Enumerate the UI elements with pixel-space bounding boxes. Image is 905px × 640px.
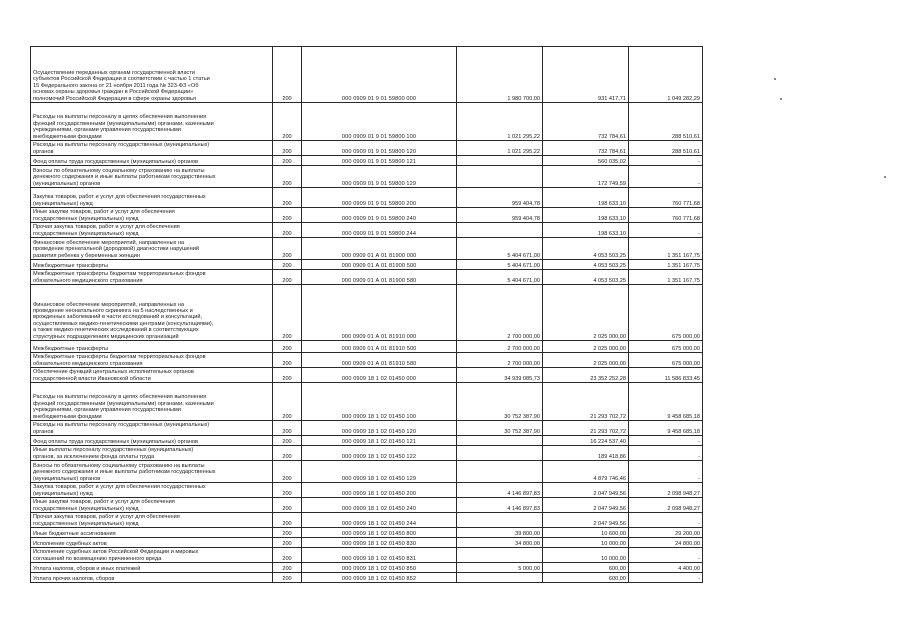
row-name: Финансовое обеспечение мероприятий, направленных на проведение пренатальной (дородовой) диагностики нарушений развития ребенка у беременных женщин — [31, 238, 273, 260]
budget-sheet — [30, 46, 702, 583]
row-approved-amount: 30 752 387,90 — [457, 421, 543, 436]
table-row — [31, 573, 703, 583]
row-approved-amount: 2 700 000,00 — [457, 353, 543, 368]
row-name: Иные выплаты персоналу государственных (муниципальных) органов, за исключением фонда оплаты труда — [31, 446, 273, 461]
row-code: 200 — [273, 498, 302, 513]
row-executed-amount: 4 053 503,25 — [543, 270, 629, 285]
row-code: 200 — [273, 188, 302, 208]
row-approved-amount: 1 021 295,22 — [457, 141, 543, 156]
row-kbk: 000 0909 18 1 02 01450 100 — [302, 383, 457, 421]
row-unexecuted-amount: 2 098 948,27 — [629, 483, 703, 498]
table-row — [31, 383, 703, 421]
row-executed-amount: 198 633,10 — [543, 223, 629, 238]
row-executed-amount: 10 000,00 — [543, 548, 629, 563]
row-approved-amount: 959 404,78 — [457, 188, 543, 208]
row-name: Закупка товаров, работ и услуг для обеспечения государственных (муниципальных) нужд — [31, 483, 273, 498]
row-executed-amount: 189 418,86 — [543, 446, 629, 461]
table-row — [31, 341, 703, 353]
row-name: Уплата прочих налогов, сборов — [31, 573, 273, 583]
row-executed-amount: 600,00 — [543, 563, 629, 573]
row-kbk: 000 0909 01 9 01 59800 200 — [302, 188, 457, 208]
row-code: 200 — [273, 223, 302, 238]
row-name: Уплата налогов, сборов и иных платежей — [31, 563, 273, 573]
row-name: Исполнение судебных актов — [31, 538, 273, 548]
row-name: Взносы по обязательному социальному страхованию на выплаты денежного содержания и иные выплаты работникам государственных (муниципальных) органов — [31, 166, 273, 188]
row-executed-amount: 23 352 252,28 — [543, 368, 629, 383]
row-approved-amount — [457, 446, 543, 461]
row-kbk: 000 0909 01 9 01 59800 240 — [302, 208, 457, 223]
row-kbk: 000 0909 18 1 02 01450 200 — [302, 483, 457, 498]
row-executed-amount: 2 025 000,00 — [543, 285, 629, 341]
row-kbk: 000 0909 18 1 02 01450 800 — [302, 528, 457, 538]
table-row — [31, 498, 703, 513]
row-unexecuted-amount: 4 400,00 — [629, 563, 703, 573]
row-kbk: 000 0909 18 1 02 01450 122 — [302, 446, 457, 461]
row-unexecuted-amount: 675 000,00 — [629, 285, 703, 341]
row-approved-amount: 39 800,00 — [457, 528, 543, 538]
row-executed-amount: 16 224 537,40 — [543, 436, 629, 446]
row-kbk: 000 0909 18 1 02 01450 120 — [302, 421, 457, 436]
row-code: 200 — [273, 573, 302, 583]
table-row — [31, 270, 703, 285]
table-row — [31, 446, 703, 461]
row-code: 200 — [273, 156, 302, 166]
table-row — [31, 368, 703, 383]
row-executed-amount: 732 784,61 — [543, 103, 629, 141]
row-approved-amount: 5 404 671,00 — [457, 238, 543, 260]
row-approved-amount: 30 752 387,90 — [457, 383, 543, 421]
row-kbk: 000 0909 01 9 01 59800 129 — [302, 166, 457, 188]
row-name: Фонд оплаты труда государственных (муниципальных) органов — [31, 436, 273, 446]
row-unexecuted-amount: 1 351 167,75 — [629, 238, 703, 260]
row-approved-amount: 959 404,78 — [457, 208, 543, 223]
table-row — [31, 483, 703, 498]
row-unexecuted-amount: 1 351 167,75 — [629, 270, 703, 285]
row-code: 200 — [273, 513, 302, 528]
row-name: Исполнение судебных актов Российской Федерации и мировых соглашений по возмещению причиненного вреда — [31, 548, 273, 563]
table-row — [31, 103, 703, 141]
row-approved-amount: 1 980 700,00 — [457, 47, 543, 103]
row-unexecuted-amount: 760 771,68 — [629, 208, 703, 223]
row-unexecuted-amount: - — [629, 548, 703, 563]
row-name: Прочая закупка товаров, работ и услуг для обеспечения государственных (муниципальных) нужд — [31, 513, 273, 528]
row-code: 200 — [273, 103, 302, 141]
row-kbk: 000 0909 01 А 01 81900 000 — [302, 238, 457, 260]
row-executed-amount: 198 633,10 — [543, 188, 629, 208]
row-code: 200 — [273, 238, 302, 260]
row-kbk: 000 0909 18 1 02 01450 831 — [302, 548, 457, 563]
table-row — [31, 141, 703, 156]
row-executed-amount: 2 047 949,56 — [543, 513, 629, 528]
row-code: 200 — [273, 260, 302, 270]
row-unexecuted-amount: 9 458 685,18 — [629, 383, 703, 421]
row-kbk: 000 0909 18 1 02 01450 121 — [302, 436, 457, 446]
row-executed-amount: 560 035,02 — [543, 156, 629, 166]
row-approved-amount — [457, 166, 543, 188]
row-executed-amount: 4 879 746,46 — [543, 461, 629, 483]
row-executed-amount: 21 293 702,72 — [543, 383, 629, 421]
row-kbk: 000 0909 18 1 02 01450 000 — [302, 368, 457, 383]
row-name: Межбюджетные трансферты — [31, 260, 273, 270]
row-code: 200 — [273, 166, 302, 188]
row-unexecuted-amount: 760 771,68 — [629, 188, 703, 208]
row-executed-amount: 931 417,71 — [543, 47, 629, 103]
row-unexecuted-amount: - — [629, 446, 703, 461]
row-approved-amount: 4 146 897,83 — [457, 483, 543, 498]
row-code: 200 — [273, 548, 302, 563]
row-executed-amount: 2 047 949,56 — [543, 498, 629, 513]
row-unexecuted-amount: 29 200,00 — [629, 528, 703, 538]
table-row — [31, 528, 703, 538]
budget-table — [30, 46, 703, 583]
row-unexecuted-amount: 1 351 167,75 — [629, 260, 703, 270]
row-unexecuted-amount: 288 510,61 — [629, 103, 703, 141]
table-row — [31, 223, 703, 238]
row-executed-amount: 172 749,59 — [543, 166, 629, 188]
row-kbk: 000 0909 18 1 02 01450 244 — [302, 513, 457, 528]
row-code: 200 — [273, 446, 302, 461]
row-code: 200 — [273, 368, 302, 383]
row-name: Межбюджетные трансферты — [31, 341, 273, 353]
row-approved-amount — [457, 548, 543, 563]
row-kbk: 000 0909 01 А 01 81900 580 — [302, 270, 457, 285]
row-name: Иные бюджетные ассигнования — [31, 528, 273, 538]
row-unexecuted-amount: 24 800,00 — [629, 538, 703, 548]
row-code: 200 — [273, 483, 302, 498]
row-name: Расходы на выплаты персоналу государственных (муниципальных) органов — [31, 421, 273, 436]
row-kbk: 000 0909 01 9 01 59800 000 — [302, 47, 457, 103]
row-approved-amount — [457, 436, 543, 446]
table-row — [31, 538, 703, 548]
table-row — [31, 238, 703, 260]
row-code: 200 — [273, 421, 302, 436]
row-unexecuted-amount: 675 000,00 — [629, 341, 703, 353]
table-row — [31, 188, 703, 208]
row-executed-amount: 2 047 949,56 — [543, 483, 629, 498]
row-kbk: 000 0909 18 1 02 01450 240 — [302, 498, 457, 513]
row-code: 200 — [273, 461, 302, 483]
table-row — [31, 513, 703, 528]
row-code: 200 — [273, 353, 302, 368]
row-executed-amount: 600,00 — [543, 573, 629, 583]
table-row — [31, 563, 703, 573]
row-unexecuted-amount: - — [629, 513, 703, 528]
row-approved-amount: 2 700 000,00 — [457, 341, 543, 353]
row-unexecuted-amount: - — [629, 573, 703, 583]
row-name: Фонд оплаты труда государственных (муниципальных) органов — [31, 156, 273, 166]
row-kbk: 000 0909 01 9 01 59800 100 — [302, 103, 457, 141]
row-executed-amount: 4 053 503,25 — [543, 238, 629, 260]
table-row — [31, 166, 703, 188]
row-approved-amount — [457, 513, 543, 528]
row-name: Финансовое обеспечение мероприятий, направленных на проведение неонатального скрининга на 5 наследственных и врожденных заболеваний в части исследований и консультаций, осуществляемых медико-генетическими центрами (консультациями), а также медико-генетических исследований в соответствующих структурных подразделениях медицинских организаций — [31, 285, 273, 341]
table-row — [31, 156, 703, 166]
table-row — [31, 436, 703, 446]
row-approved-amount: 5 404 671,00 — [457, 260, 543, 270]
row-unexecuted-amount: 288 510,61 — [629, 141, 703, 156]
row-approved-amount — [457, 156, 543, 166]
row-approved-amount: 5 404 671,00 — [457, 270, 543, 285]
row-code: 200 — [273, 436, 302, 446]
table-row — [31, 461, 703, 483]
row-name: Закупка товаров, работ и услуг для обеспечения государственных (муниципальных) нужд — [31, 188, 273, 208]
row-unexecuted-amount: - — [629, 156, 703, 166]
row-code: 200 — [273, 47, 302, 103]
row-executed-amount: 732 784,61 — [543, 141, 629, 156]
row-unexecuted-amount: 675 000,00 — [629, 353, 703, 368]
table-row — [31, 353, 703, 368]
row-kbk: 000 0909 01 А 01 81910 500 — [302, 341, 457, 353]
row-executed-amount: 2 025 000,00 — [543, 353, 629, 368]
row-kbk: 000 0909 18 1 02 01450 830 — [302, 538, 457, 548]
row-name: Иные закупки товаров, работ и услуг для обеспечения государственных (муниципальных) нужд — [31, 498, 273, 513]
row-unexecuted-amount: 1 049 282,29 — [629, 47, 703, 103]
row-code: 200 — [273, 563, 302, 573]
row-name: Межбюджетные трансферты бюджетам территориальных фондов обязательного медицинского страхования — [31, 270, 273, 285]
row-unexecuted-amount: 9 458 685,18 — [629, 421, 703, 436]
row-code: 200 — [273, 285, 302, 341]
row-code: 200 — [273, 341, 302, 353]
table-row — [31, 47, 703, 103]
row-kbk: 000 0909 01 9 01 59800 120 — [302, 141, 457, 156]
row-kbk: 000 0909 18 1 02 01450 850 — [302, 563, 457, 573]
row-approved-amount — [457, 223, 543, 238]
row-approved-amount: 34 939 085,73 — [457, 368, 543, 383]
row-approved-amount: 1 021 295,22 — [457, 103, 543, 141]
row-kbk: 000 0909 01 А 01 81910 000 — [302, 285, 457, 341]
row-code: 200 — [273, 528, 302, 538]
row-executed-amount: 4 053 503,25 — [543, 260, 629, 270]
row-unexecuted-amount: 11 586 833,45 — [629, 368, 703, 383]
row-name: Осуществление переданных органам государственной власти субъектов Российской Федерации в соответствии с частью 1 статьи 15 Федерального закона от 21 ноября 2011 года № 323-ФЗ «Об основах охраны здоровья граждан в Российской Федерации» полномочий Российской Федерации в сфере охраны здоровья — [31, 47, 273, 103]
row-approved-amount — [457, 461, 543, 483]
row-code: 200 — [273, 141, 302, 156]
row-kbk: 000 0909 01 9 01 59800 244 — [302, 223, 457, 238]
row-kbk: 000 0909 18 1 02 01450 129 — [302, 461, 457, 483]
row-name: Взносы по обязательному социальному страхованию на выплаты денежного содержания и иные выплаты работникам государственных (муниципальных) органов — [31, 461, 273, 483]
row-name: Расходы на выплаты персоналу в целях обеспечения выполнения функций государственными (муниципальными) органами, казенными учреждениями, органами управления государственными внебюджетными фондами — [31, 383, 273, 421]
row-code: 200 — [273, 270, 302, 285]
row-unexecuted-amount: - — [629, 461, 703, 483]
row-unexecuted-amount: - — [629, 436, 703, 446]
row-approved-amount: 34 800,00 — [457, 538, 543, 548]
row-unexecuted-amount: - — [629, 166, 703, 188]
row-executed-amount: 10 000,00 — [543, 538, 629, 548]
row-approved-amount — [457, 573, 543, 583]
row-executed-amount: 10 600,00 — [543, 528, 629, 538]
table-row — [31, 548, 703, 563]
table-row — [31, 260, 703, 270]
row-executed-amount: 198 633,10 — [543, 208, 629, 223]
row-approved-amount: 5 000,00 — [457, 563, 543, 573]
row-code: 200 — [273, 538, 302, 548]
table-row — [31, 285, 703, 341]
row-name: Иные закупки товаров, работ и услуг для обеспечения государственных (муниципальных) нужд — [31, 208, 273, 223]
row-code: 200 — [273, 208, 302, 223]
row-kbk: 000 0909 18 1 02 01450 852 — [302, 573, 457, 583]
row-executed-amount: 21 293 702,72 — [543, 421, 629, 436]
row-kbk: 000 0909 01 А 01 81910 580 — [302, 353, 457, 368]
row-name: Прочая закупка товаров, работ и услуг для обеспечения государственных (муниципальных) нужд — [31, 223, 273, 238]
budget-table-body — [31, 47, 703, 583]
row-kbk: 000 0909 01 9 01 59800 121 — [302, 156, 457, 166]
row-name: Обеспечение функций центральных исполнительных органов государственной власти Ивановской области — [31, 368, 273, 383]
row-code: 200 — [273, 383, 302, 421]
row-unexecuted-amount: - — [629, 223, 703, 238]
row-approved-amount: 4 146 897,83 — [457, 498, 543, 513]
row-name: Расходы на выплаты персоналу государственных (муниципальных) органов — [31, 141, 273, 156]
table-row — [31, 208, 703, 223]
table-row — [31, 421, 703, 436]
row-approved-amount: 2 700 000,00 — [457, 285, 543, 341]
row-executed-amount: 2 025 000,00 — [543, 341, 629, 353]
row-name: Расходы на выплаты персоналу в целях обеспечения выполнения функций государственными (муниципальными) органами, казенными учреждениями, органами управления государственными внебюджетными фондами — [31, 103, 273, 141]
row-name: Межбюджетные трансферты бюджетам территориальных фондов обязательного медицинского страхования — [31, 353, 273, 368]
row-unexecuted-amount: 2 098 948,27 — [629, 498, 703, 513]
row-kbk: 000 0909 01 А 01 81900 500 — [302, 260, 457, 270]
